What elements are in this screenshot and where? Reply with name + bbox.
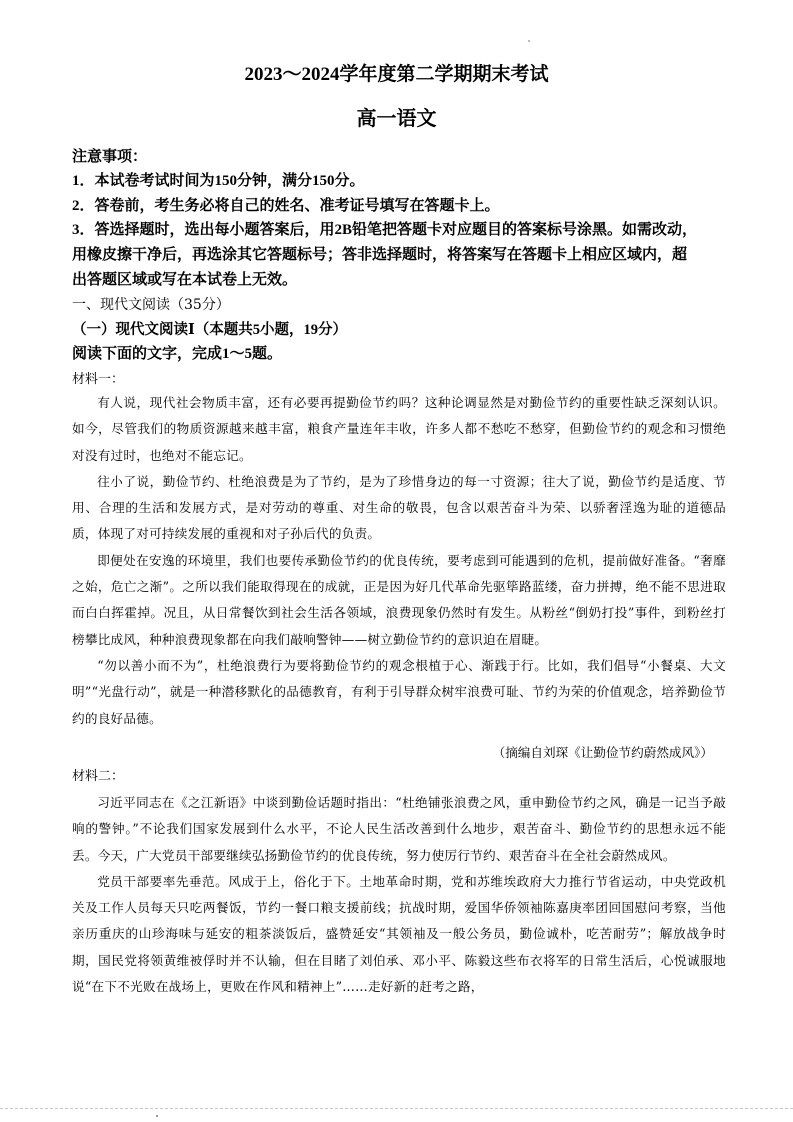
notice-item-3-line-3: 出答题区域或写在本试卷上无效。 (72, 272, 298, 288)
notice-item-2: 2．答卷前，考生务必将自己的姓名、准考证号填写在答题卡上。 (72, 198, 500, 214)
material-1-paragraph: 即便处在安逸的环境里，我们也要传承勤俭节约的优良传统，要考虑到可能遇到的危机，提前做好准备。“奢靡之始，危亡之渐”。之所以我们能取得现在的成就，正是因为好几代革命先驱筚路蓝缕，奋力拼搏，绝不能不思进取而白白挥霍掉。况且，从日常餐饮到社会生活各领域，浪费现象仍然时有发生。从粉丝“倒奶打投”事件，到粉丝打榜攀比成风，种种浪费现象都在向我们敲响警钟——树立勤俭节约的意识迫在眉睫。 (72, 552, 726, 647)
material-1-body (72, 390, 726, 732)
reading-instruction: 阅读下面的文字，完成1～5题。 (72, 346, 283, 362)
material-1-paragraph: 有人说，现代社会物质丰富，还有必要再提勤俭节约吗？这种论调显然是对勤俭节约的重要性缺乏深刻认识。如今，尽管我们的物质资源越来越丰富，粮食产量连年丰收，许多人都不愁吃不愁穿，但勤俭节约的观念和习惯绝对没有过时，也绝对不能忘记。 (72, 395, 726, 463)
section-sub-heading: （一）现代文阅读Ⅰ（本题共5小题，19分） (72, 322, 348, 338)
notice-item-1: 1．本试卷考试时间为150分钟，满分150分。 (72, 173, 365, 189)
scan-dot (528, 40, 530, 42)
material-2-paragraph: 习近平同志在《之江新语》中谈到勤俭话题时指出：“杜绝铺张浪费之风，重申勤俭节约之风，确是一记当予敲响的警钟。”不论我们国家发展到什么水平，不论人民生活改善到什么地步，艰苦奋斗、勤俭节约的思想永远不能丢。今天，广大党员干部要继续弘扬勤俭节约的优良传统，努力使厉行节约、艰苦奋斗在全社会蔚然成风。 (72, 795, 726, 863)
scan-dot (156, 1115, 158, 1117)
material-1-paragraph: “勿以善小而不为”，杜绝浪费行为要将勤俭节约的观念根植于心、渐践于行。比如，我们倡导“小餐桌、大文明”“光盘行动”，就是一种潜移默化的品德教育，有利于引导群众树牢浪费可耻、节约为荣的价值观念，培养勤俭节约的良好品德。 (72, 657, 726, 726)
page-bottom-rule (0, 1108, 793, 1109)
material-2-body (72, 790, 726, 1000)
material-1-label: 材料一： (72, 372, 125, 387)
section-heading: 一、现代文阅读（35分） (72, 297, 230, 313)
subject-title: 高一语文 (356, 108, 437, 130)
material-1-source: （摘编自刘琛《让勤俭节约蔚然成风》） (492, 745, 713, 760)
notice-item-3-line-1: 3．答选择题时，选出每小题答案后，用2B铅笔把答题卡对应题目的答案标号涂黑。如需改动， (72, 222, 698, 238)
notice-item-3-line-2: 用橡皮擦干净后，再选涂其它答题标号；答非选择题时，将答案写在答题卡上相应区域内，超 (72, 247, 688, 263)
exam-title: 2023～2024学年度第二学期期末考试 (244, 64, 549, 85)
material-2-label: 材料二： (72, 769, 125, 784)
notice-heading: 注意事项： (72, 149, 148, 165)
material-1-paragraph: 往小了说，勤俭节约、杜绝浪费是为了节约，是为了珍惜身边的每一寸资源；往大了说，勤俭节约是适度、节用、合理的生活和发展方式，是对劳动的尊重、对生命的敬畏，包含以艰苦奋斗为荣、以骄奢淫逸为耻的道德品质，体现了对可持续发展的重视和对子孙后代的负责。 (72, 473, 726, 542)
material-2-paragraph: 党员干部要率先垂范。风成于上，俗化于下。土地革命时期，党和苏维埃政府大力推行节省运动，中央党政机关及工作人员每天只吃两餐饭，节约一餐口粮支援前线；抗战时期，爱国华侨领袖陈嘉庚率团回国慰问考察，当他亲历重庆的山珍海味与延安的粗茶淡饭后，盛赞延安“其领袖及一般公务员，勤俭诚朴，吃苦耐劳”；解放战争时期，国民党将领黄维被俘时并不认输，但在目睹了刘伯承、邓小平、陈毅这些布衣将军的日常生活后，心悦诚服地说“在下不光败在战场上，更败在作风和精神上”……走好新的赶考之路， (72, 873, 726, 995)
